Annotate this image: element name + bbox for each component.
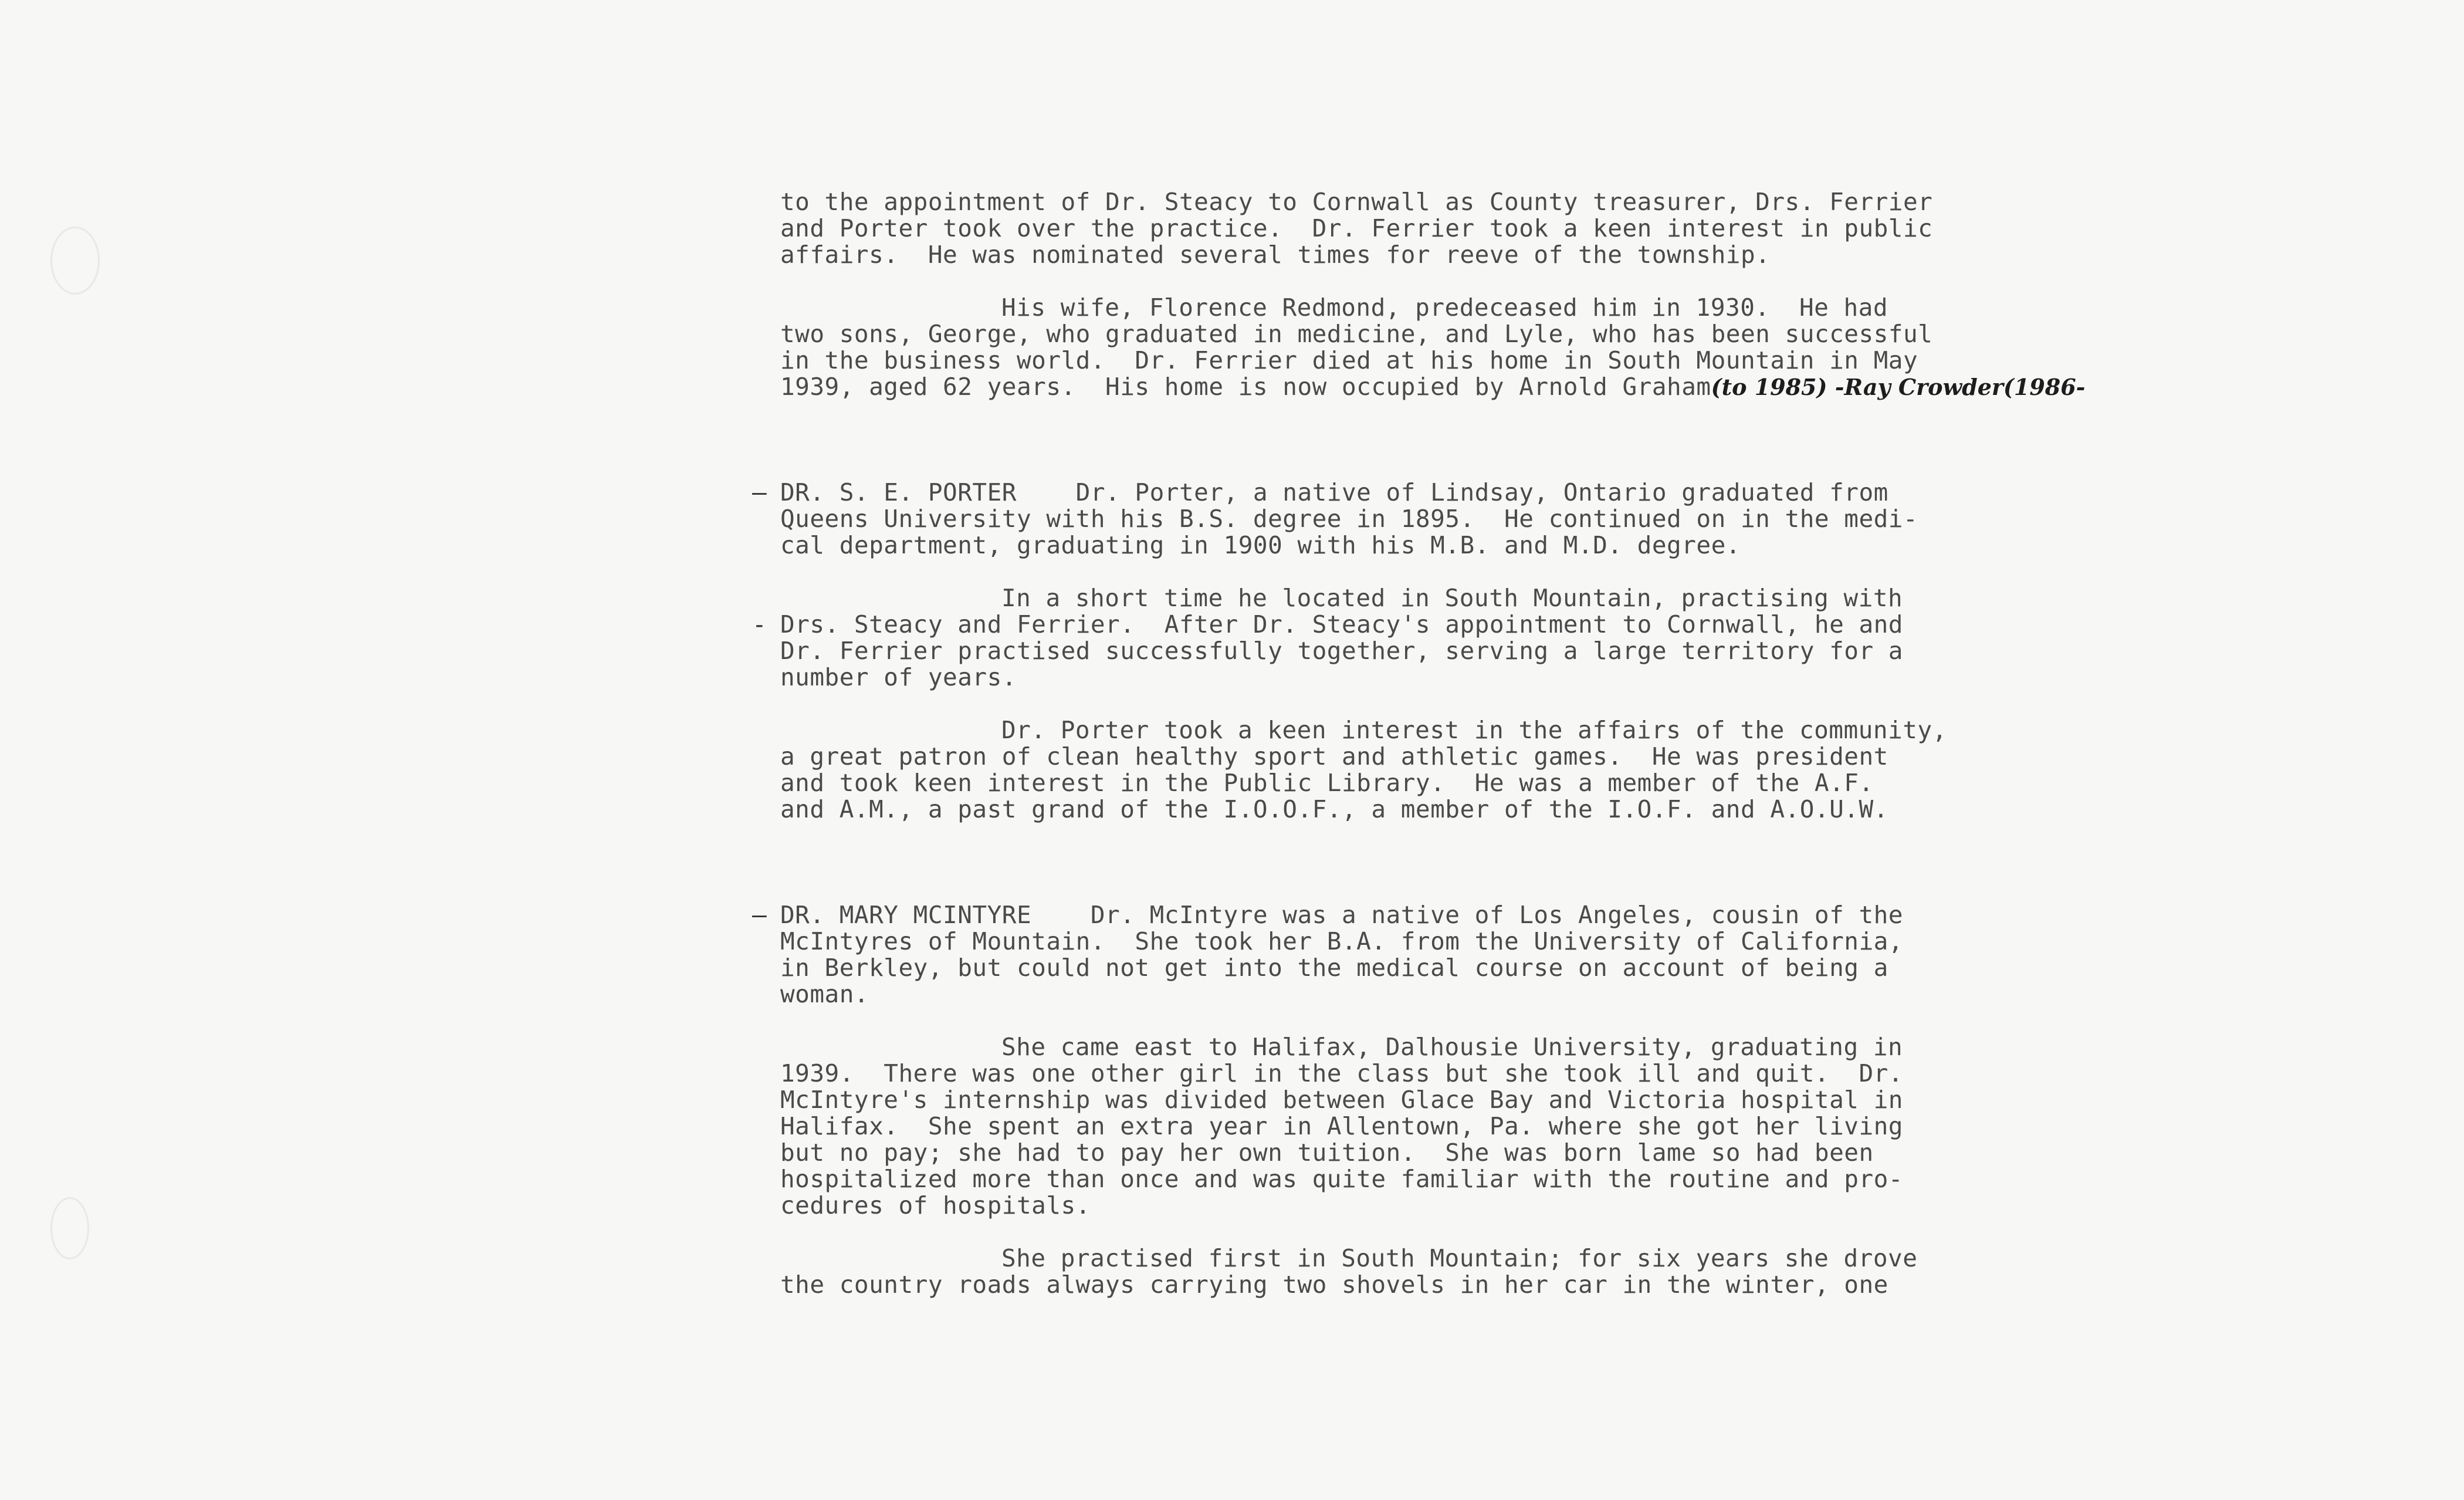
text-line-typed: Drs. Steacy and Ferrier. After Dr. Steacy's appointment to Cornwall, he and	[780, 610, 1903, 638]
text-line	[752, 478, 2071, 506]
text-line: but no pay; she had to pay her own tuition. She was born lame so had been	[780, 1138, 1874, 1167]
text-line: number of years.	[780, 663, 1017, 691]
text-line: She came east to Halifax, Dalhousie University, graduating in	[1001, 1033, 1903, 1061]
text-line: affairs. He was nominated several times for reeve of the township.	[780, 241, 1771, 269]
paragraph-mcintyre-intro	[752, 901, 2071, 1008]
text-line: the country roads always carrying two shovels in her car in the winter, one	[780, 1271, 1888, 1299]
text-line	[752, 901, 2071, 929]
margin-dash-mark: —	[752, 478, 767, 506]
text-line: in the business world. Dr. Ferrier died at his home in South Mountain in May	[780, 346, 1918, 374]
text-line: two sons, George, who graduated in medicine, and Lyle, who has been successful	[780, 320, 1933, 348]
hole-punch-mark-top	[50, 227, 100, 295]
text-line: to the appointment of Dr. Steacy to Cornwall as County treasurer, Drs. Ferrier	[780, 188, 1933, 216]
text-line	[780, 373, 2086, 401]
text-line: Dr. Porter took a keen interest in the affairs of the community,	[1001, 716, 1947, 744]
text-line: Halifax. She spent an extra year in Allentown, Pa. where she got her living	[780, 1112, 1903, 1140]
text-line: cedures of hospitals.	[780, 1191, 1091, 1219]
hole-punch-mark-bottom	[50, 1197, 89, 1259]
text-line: His wife, Florence Redmond, predeceased him in 1930. He had	[1001, 293, 1888, 322]
text-line: She practised first in South Mountain; for six years she drove	[1001, 1244, 1918, 1272]
text-line	[752, 610, 2071, 638]
text-line: and Porter took over the practice. Dr. Ferrier took a keen interest in public	[780, 214, 1933, 242]
text-line: in Berkley, but could not get into the medical course on account of being a	[780, 954, 1888, 982]
text-line: 1939. There was one other girl in the class but she took ill and quit. Dr.	[780, 1059, 1903, 1087]
text-line: and A.M., a past grand of the I.O.O.F., a member of the I.O.F. and A.O.U.W.	[780, 795, 1888, 823]
paragraph-porter-community	[780, 717, 2071, 823]
text-line: woman.	[780, 980, 869, 1008]
text-line: hospitalized more than once and was quite familiar with the routine and pro-	[780, 1165, 1903, 1193]
paragraph-ferrier-family	[780, 293, 2086, 401]
text-line: and took keen interest in the Public Library. He was a member of the A.F.	[780, 769, 1874, 797]
text-line: cal department, graduating in 1900 with his M.B. and M.D. degree.	[780, 531, 1741, 559]
paragraph-ferrier-continued	[780, 189, 2071, 268]
text-line-typed: DR. MARY MCINTYRE Dr. McIntyre was a native of Los Angeles, cousin of the	[780, 901, 1903, 929]
text-line-typed: DR. S. E. PORTER Dr. Porter, a native of Lindsay, Ontario graduated from	[780, 478, 1888, 506]
text-line-typed: 1939, aged 62 years. His home is now occupied by Arnold Graham	[780, 373, 1711, 401]
margin-dash-mark: —	[752, 901, 767, 929]
text-line: Dr. Ferrier practised successfully together, serving a large territory for a	[780, 637, 1903, 665]
text-line: In a short time he located in South Mountain, practising with	[1001, 584, 1903, 612]
text-line: McIntyre's internship was divided between Glace Bay and Victoria hospital in	[780, 1086, 1903, 1114]
paragraph-porter-practice	[752, 584, 2071, 691]
paragraph-mcintyre-education	[780, 1034, 2071, 1219]
paragraph-mcintyre-practice	[780, 1245, 2071, 1298]
handwritten-annotation: (to 1985) -Ray Crowder(1986-	[1711, 374, 2086, 400]
paragraph-porter-intro	[752, 478, 2071, 559]
text-line: a great patron of clean healthy sport and athletic games. He was president	[780, 742, 1888, 771]
text-line: McIntyres of Mountain. She took her B.A. from the University of California,	[780, 927, 1903, 955]
text-line: Queens University with his B.S. degree in 1895. He continued on in the medi-	[780, 505, 1918, 533]
margin-dash-mark: -	[752, 610, 767, 638]
typed-text-body	[752, 188, 2086, 1299]
